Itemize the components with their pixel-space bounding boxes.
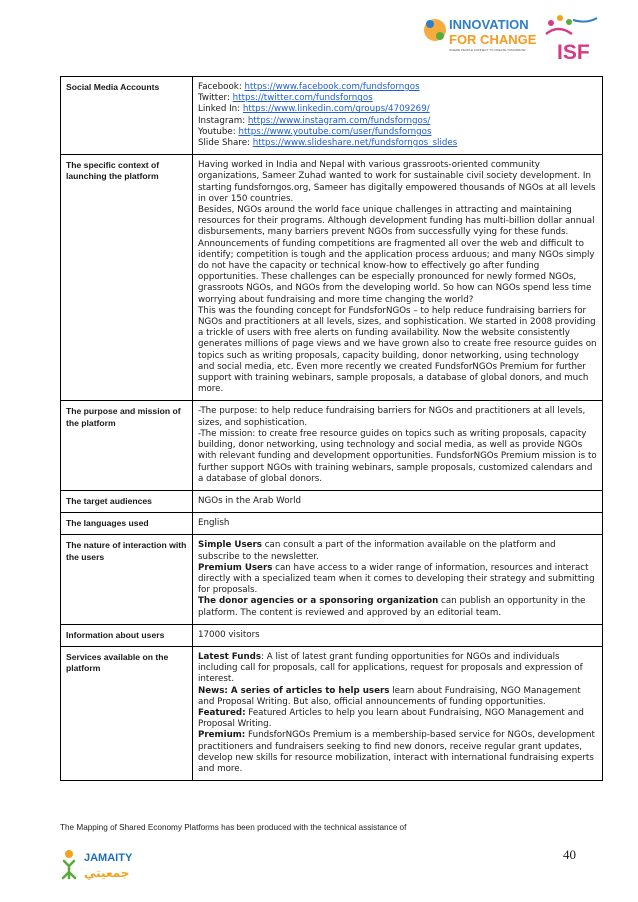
item-text: learn about Fundraising, NGO Management and Proposal Writing. But also, official announcements of funding opportunities. [198, 685, 581, 707]
social-line [198, 82, 597, 93]
row-value [193, 646, 603, 780]
item-title: Featured: [198, 707, 246, 718]
item [198, 596, 597, 618]
item-title: Premium Users [198, 562, 273, 573]
social-line [198, 116, 597, 127]
footer-note: The Mapping of Shared Economy Platforms has been produced with the technical assistance of [60, 823, 407, 832]
table-row [61, 535, 603, 624]
social-line [198, 138, 597, 149]
item-text: can consult a part of the information available on the platform and subscribe to the newsletter. [198, 540, 556, 562]
page-number: 40 [563, 847, 576, 862]
social-line [198, 127, 597, 138]
item-title: Premium: [198, 730, 246, 741]
item-title: The donor agencies or a sponsoring organization [198, 596, 439, 607]
table-row [61, 77, 603, 155]
row-value [193, 155, 603, 401]
item-text: : A list of latest grant funding opportunities for NGOs and individuals including call for proposals, call for applications, request for proposals and expression of interest. [198, 651, 583, 685]
paragraph: -The mission: to create free resource guides on topics such as writing proposals, capacity building, donor networking, using technology and social media, as well as provide NGOs with relevant funding and development opportunities. FundsforNGOs Premium mission is to further support NGOs with training webinars, sample proposals, customized calendars and a database of global donors. [198, 428, 597, 484]
social-link[interactable]: https://www.youtube.com/user/fundsforngos [238, 126, 432, 137]
social-platform: Youtube: [198, 126, 239, 137]
table-row [61, 490, 603, 512]
social-line [198, 93, 597, 104]
item [198, 540, 597, 562]
row-label: The purpose and mission of the platform [61, 401, 193, 490]
value-text: NGOs in the Arab World [198, 495, 302, 506]
jamaity-latin: JAMAITY [84, 852, 133, 864]
logo1-line2: FOR CHANGE [449, 32, 537, 47]
social-link[interactable]: https://www.instagram.com/fundsforngos/ [247, 115, 431, 126]
social-link[interactable]: https://www.facebook.com/fundsforngos [244, 82, 420, 92]
jamaity-arabic: جمعيتي [84, 866, 130, 880]
value-text: 17000 visitors [198, 629, 260, 640]
social-platform: Facebook: [198, 82, 245, 92]
paragraph: Having worked in India and Nepal with various grassroots-oriented community organizations, Sameer Zuhad wanted to work for sustainable civil society development. In starting fundsforngos.org, Sameer has digitally empowered thousands of NGOs at all levels in over 150 countries. [198, 160, 596, 204]
item [198, 708, 597, 730]
item [198, 686, 597, 708]
social-line [198, 104, 597, 115]
table-row [61, 646, 603, 780]
social-link[interactable]: https://www.slideshare.net/fundsforngos_slides [252, 138, 458, 149]
row-label: The target audiences [61, 490, 193, 512]
item-title: Simple Users [198, 540, 262, 551]
social-platform: Linked In: [198, 104, 243, 115]
social-platform: Instagram: [198, 115, 248, 126]
logo1-line1: INNOVATION [449, 17, 529, 32]
partner-logos [423, 6, 603, 68]
row-value [193, 624, 603, 646]
paragraph: Besides, NGOs around the world face unique challenges in attracting and maintaining resources for their programs. Although development funding has multi-billion dollar annual disbursements, many barriers prevent NGOs from successfully vying for these funds. Announcements of funding competitions are fragmented all over the web and difficult to identify; competition is tough and the application process arduous; and many NGOs simply do not have the capacity or technical know-how to effectively go after funding opportunities. These challenges can be especially pronounced for newly formed NGOs, grassroots NGOs, and NGOs from the developing world. So how can NGOs spend less time worrying about fundraising and more time changing the world? [198, 205, 595, 305]
social-link[interactable]: https://twitter.com/fundsforngos [232, 93, 373, 104]
table-row [61, 513, 603, 535]
isf-logo [546, 15, 597, 64]
row-label: Social Media Accounts [61, 77, 193, 155]
item [198, 652, 597, 686]
logo2-text: ISF [557, 41, 590, 64]
row-value [193, 401, 603, 490]
paragraph: This was the founding concept for FundsforNGOs – to help reduce fundraising barriers for NGOs and practitioners at all levels, sizes, and sophistication. We started in 2008 providing a trickle of users with free alerts on funding availability. Now the website consistently generates millions of page views and we have grown also to create free resource guides on topics such as writing proposals, capacity building, donor networking, using technology and social media, etc. Even more recently we created FundsforNGOs Premium for further support with training webinars, sample proposals, a database of global donors, and much more. [198, 305, 597, 395]
row-label: The specific context of launching the platform [61, 155, 193, 401]
social-platform: Twitter: [198, 93, 233, 104]
value-text: English [198, 518, 230, 529]
item [198, 730, 597, 775]
social-link[interactable]: https://www.linkedin.com/groups/4709269/ [242, 104, 430, 115]
item [198, 563, 597, 597]
item-text: FundsforNGOs Premium is a membership-based service for NGOs, development practitioners and fundraisers seeking to find new donors, receive regular grant updates, develop new skills for resource mobilization, interact with international fundraising experts and more. [198, 730, 595, 774]
jamaity-logo [60, 847, 152, 881]
logo1-tagline: WHERE PEOPLE CONNECT TO CREATE TOMORROW [449, 48, 526, 52]
row-label: The nature of interaction with the users [61, 535, 193, 624]
table-row [61, 624, 603, 646]
item-title: News: A series of articles to help users [198, 685, 390, 696]
row-value [193, 77, 603, 155]
item-text: Featured Articles to help you learn about Fundraising, NGO Management and Proposal Writing. [198, 707, 584, 730]
paragraph: -The purpose: to help reduce fundraising barriers for NGOs and practitioners at all levels, sizes, and sophistication. [198, 406, 586, 428]
social-platform: Slide Share: [198, 138, 253, 149]
item-text: can publish an opportunity in the platform. The content is reviewed and approved by an editorial team. [198, 596, 586, 618]
item-text: can have access to a wider range of information, resources and interact directly with a specialized team when it comes to developing their strategy and submitting for proposals. [198, 562, 595, 596]
row-label: Information about users [61, 624, 193, 646]
platform-info-table [60, 76, 603, 781]
table-row [61, 155, 603, 401]
item-title: Latest Funds [198, 651, 262, 662]
row-label: Services available on the platform [61, 646, 193, 780]
row-value [193, 513, 603, 535]
table-row [61, 401, 603, 490]
row-label: The languages used [61, 513, 193, 535]
row-value [193, 535, 603, 624]
innovation-for-change-logo [424, 17, 537, 52]
row-value [193, 490, 603, 512]
